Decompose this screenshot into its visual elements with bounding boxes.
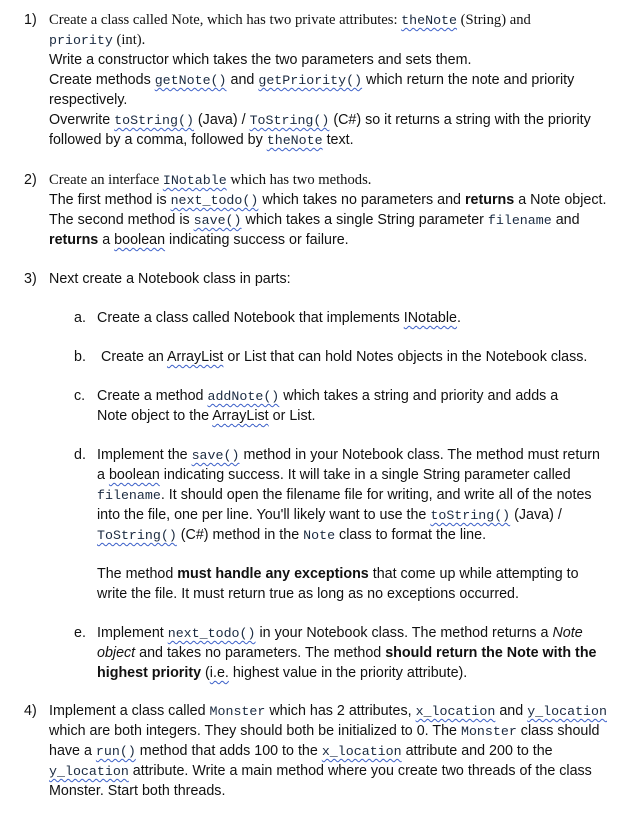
text-line: Implement next_todo() in your Notebook class. The method returns a Note <box>97 625 583 641</box>
item-number: 4) <box>24 703 37 719</box>
sub-item-letter: a. <box>74 310 86 326</box>
text-line: respectively. <box>49 92 128 108</box>
sub-item-letter: c. <box>74 388 86 404</box>
text-line: filename. It should open the filename file for writing, and write all of the notes <box>97 487 592 503</box>
text-line: into the file, one per line. You'll likely want to use the toString() (Java) / <box>97 507 562 523</box>
text-line: write the file. It must return true as long as no exceptions occurred. <box>97 586 519 602</box>
text-line: Next create a Notebook class in parts: <box>49 271 291 287</box>
text-line: a boolean indicating success. It will take in a single String parameter called <box>97 467 571 483</box>
text-line: followed by a comma, followed by theNote text. <box>49 132 354 148</box>
item-number: 2) <box>24 172 37 188</box>
text-line: The second method is save() which takes a single String parameter filename and <box>49 212 580 228</box>
text-line: object and takes no parameters. The method should return the Note with the <box>97 645 597 661</box>
text-line: Create methods getNote() and getPriority() which return the note and priority <box>49 72 575 88</box>
text-line: ToString() (C#) method in the Note class to format the line. <box>97 527 487 543</box>
text-line: Create an interface INotable which has two methods. <box>49 172 372 188</box>
text-line: The first method is next_todo() which takes no parameters and returns a Note object. <box>49 192 607 208</box>
text-line: highest priority (i.e. highest value in the priority attribute). <box>97 665 468 681</box>
text-line: priority (int). <box>49 32 146 48</box>
text-line: Note object to the ArrayList or List. <box>97 408 316 424</box>
text-line: Create an ArrayList or List that can hold Notes objects in the Notebook class. <box>101 349 588 365</box>
code-term: theNote <box>401 13 458 28</box>
text-line: y_location attribute. Write a main method where you create two threads of the class <box>49 763 592 779</box>
text-line: Create a class called Notebook that implements INotable. <box>97 310 461 326</box>
text-line: Create a method addNote() which takes a string and priority and adds a <box>97 388 559 404</box>
text-line: Create a class called Note, which has two private attributes: theNote (String) and <box>49 12 531 28</box>
text-line: The method must handle any exceptions that come up while attempting to <box>97 566 579 582</box>
text-line: have a run() method that adds 100 to the x_location attribute and 200 to the <box>49 743 553 759</box>
text-line: returns a boolean indicating success or failure. <box>49 232 349 248</box>
item-number: 1) <box>24 12 37 28</box>
text-line: Overwrite toString() (Java) / ToString() (C#) so it returns a string with the priority <box>49 112 591 128</box>
sub-item-letter: e. <box>74 625 86 641</box>
text-line: Write a constructor which takes the two parameters and sets them. <box>49 52 472 68</box>
text-line: Monster. Start both threads. <box>49 783 226 799</box>
sub-item-letter: b. <box>74 349 86 365</box>
sub-item-letter: d. <box>74 447 86 463</box>
text-line: Implement a class called Monster which has 2 attributes, x_location and y_location <box>49 703 607 719</box>
item-number: 3) <box>24 271 37 287</box>
text-line: Implement the save() method in your Notebook class. The method must return <box>97 447 600 463</box>
text-line: which are both integers. They should both be initialized to 0. The Monster class should <box>49 723 600 739</box>
